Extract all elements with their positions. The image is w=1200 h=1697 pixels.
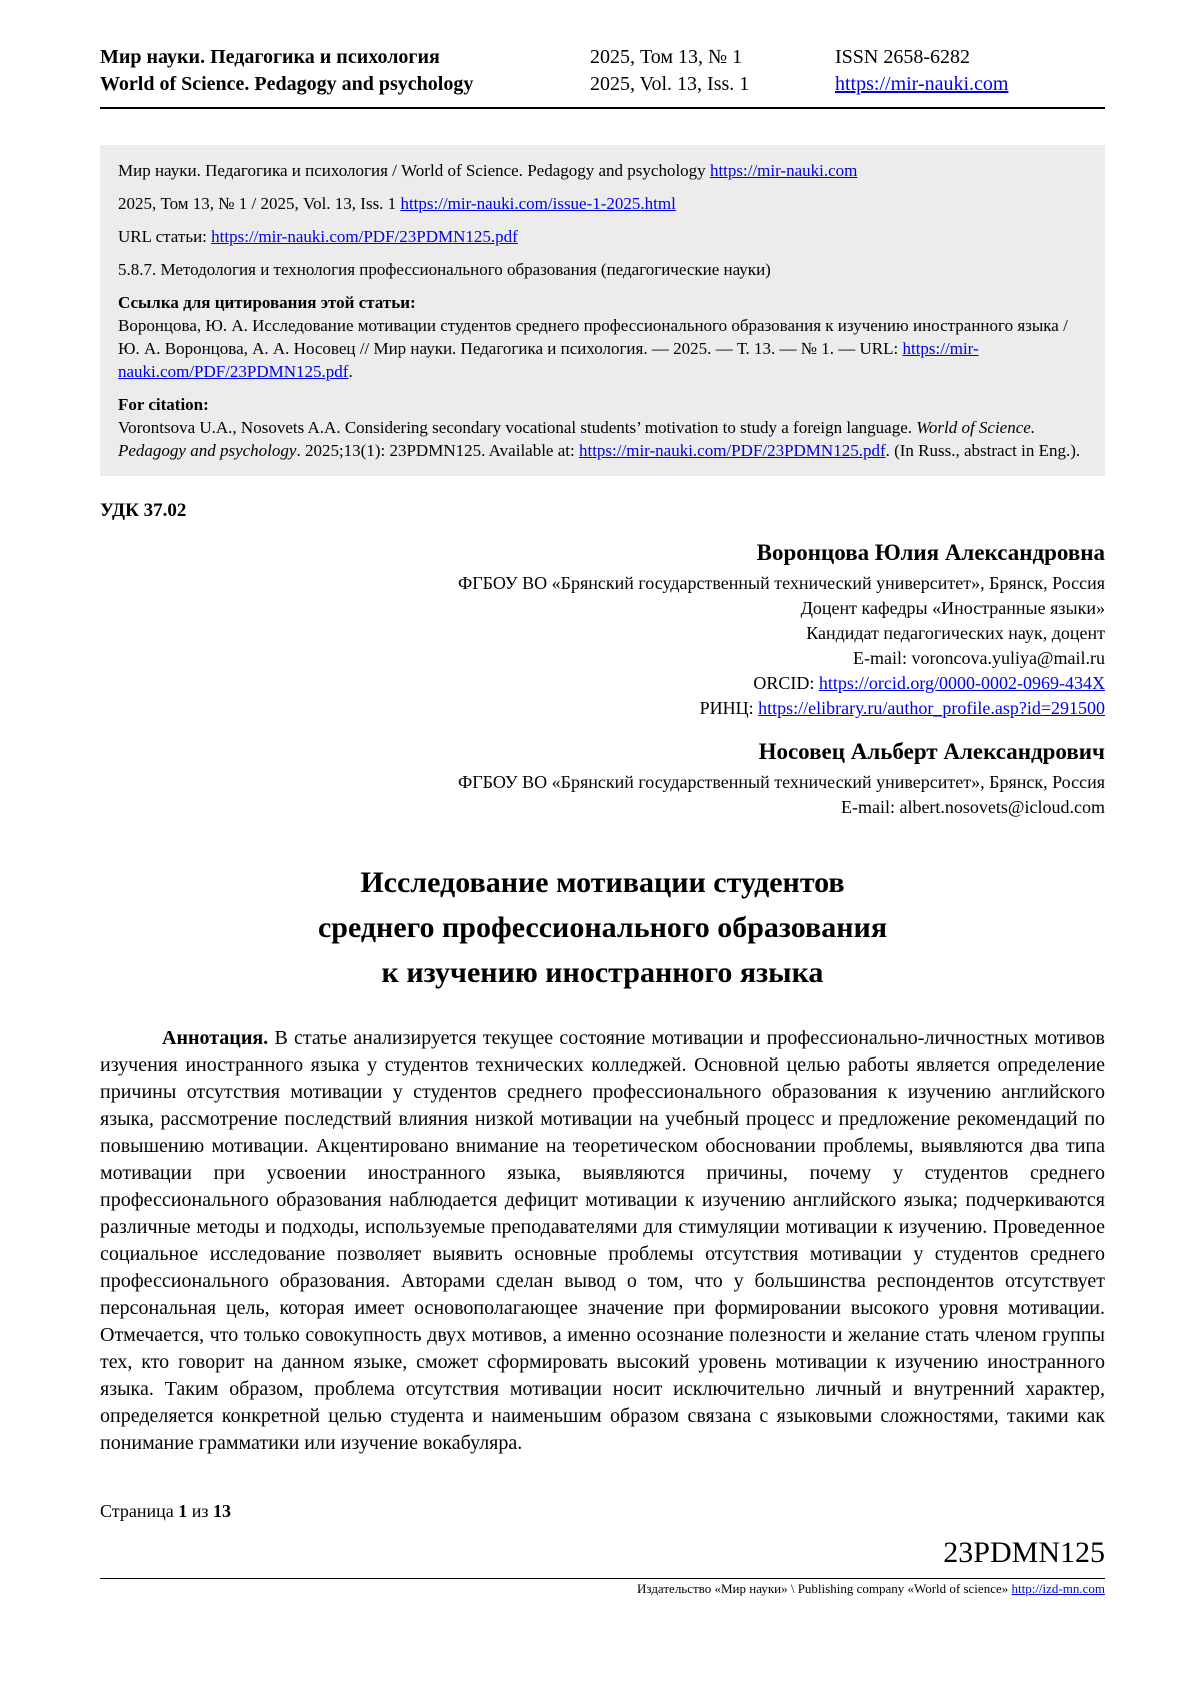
journal-title-en: World of Science. Pedagogy and psychology — [100, 73, 474, 95]
citation-en-text2: . 2025;13(1): 23PDMN125. Available at: — [296, 441, 579, 460]
citation-ru-link[interactable]: https://mir-nauki.com/PDF/23PDMN125.pdf — [118, 339, 979, 381]
citation-journal-line — [118, 159, 1087, 182]
journal-title-ru: Мир науки. Педагогика и психология — [100, 46, 440, 68]
author-block — [100, 739, 1105, 820]
article-title-line1: Исследование мотивации студентов — [360, 866, 845, 899]
citation-journal-text: Мир науки. Педагогика и психология / World of Science. Pedagogy and psychology — [118, 161, 710, 180]
author-name: Носовец Альберт Александрович — [758, 739, 1105, 764]
page-header — [100, 44, 1105, 98]
citation-ru-text: Воронцова, Ю. А. Исследование мотивации студентов среднего профессионального образования к изучению иностранного языка / Ю. А. Воронцова, А. А. Носовец // Мир науки. Педагогика и психология. — 2025. — Т. 13. — № 1. — URL: — [118, 316, 1068, 358]
udc-code: УДК 37.02 — [100, 500, 187, 521]
citation-en-journal-italic: World of Science. Pedagogy and psychology — [118, 418, 1036, 460]
citation-en-text1: Vorontsova U.A., Nosovets A.A. Considering secondary vocational students’ motivation to study a foreign language. — [118, 418, 917, 437]
citation-journal-link[interactable]: https://mir-nauki.com — [709, 161, 858, 180]
article-code: 23PDMN125 — [943, 1536, 1105, 1569]
publisher-line — [100, 1578, 1105, 1597]
issue-info-en: 2025, Vol. 13, Iss. 1 — [590, 73, 750, 95]
journal-site-link[interactable]: https://mir-nauki.com — [835, 73, 1009, 95]
citation-ru-suffix: . — [348, 362, 353, 381]
author-orcid-line — [100, 671, 1105, 696]
page-footer — [100, 1501, 1105, 1597]
author-rinc-link[interactable]: https://elibrary.ru/author_profile.asp?id=291500 — [758, 698, 1105, 718]
abstract-label: Аннотация. — [162, 1027, 269, 1049]
page-number-prefix: Страница — [100, 1501, 179, 1521]
author-affiliation: ФГБОУ ВО «Брянский государственный технический университет», Брянск, Россия — [458, 772, 1105, 792]
header-divider — [100, 107, 1105, 109]
article-title-line3: к изучению иностранного языка — [381, 956, 824, 989]
citation-en-text3: . (In Russ., abstract in Eng.). — [885, 441, 1081, 460]
page-number-total: 13 — [212, 1501, 231, 1521]
article-title — [100, 860, 1105, 995]
issn-label: ISSN 2658-6282 — [835, 46, 971, 68]
citation-en-link[interactable]: https://mir-nauki.com/PDF/23PDMN125.pdf — [578, 441, 886, 460]
issue-info-block — [590, 44, 835, 98]
author-orcid-link[interactable]: https://orcid.org/0000-0002-0969-434X — [818, 673, 1105, 693]
author-email-line — [100, 646, 1105, 671]
classification-line: 5.8.7. Методология и технология профессионального образования (педагогические науки) — [118, 260, 771, 279]
publisher-link[interactable]: http://izd-mn.com — [1011, 1581, 1105, 1596]
issn-block — [835, 44, 1105, 98]
journal-title-block — [100, 44, 590, 98]
author-rinc-label: РИНЦ: — [699, 698, 759, 718]
author-orcid-label: ORCID: — [753, 673, 819, 693]
author-name: Воронцова Юлия Александровна — [756, 540, 1105, 565]
author-email: voroncova.yuliya@mail.ru — [911, 648, 1105, 668]
author-email: albert.nosovets@icloud.com — [899, 797, 1105, 817]
citation-ru-label: Ссылка для цитирования этой статьи: — [118, 293, 416, 312]
citation-issue-text: 2025, Том 13, № 1 / 2025, Vol. 13, Iss. 1 — [118, 194, 401, 213]
abstract-text: В статье анализируется текущее состояние мотивации и профессионально-личностных мотивов изучения иностранного языка у студентов технических колледжей. Основной целью работы является определение причины отсутствия мотивации у студентов среднего профессионального образования к изучению английского языка, рассмотрение последствий влияния низкой мотивации на учебный процесс и предложение рекомендаций по повышению мотивации. Акцентировано внимание на теоретическом обосновании проблемы, выявляются два типа мотивации при усвоении иностранного языка, выявляются причины, почему у студентов среднего профессионального образования наблюдается дефицит мотивации к изучению английского языка; подчеркиваются различные методы и подходы, используемые преподавателями для стимуляции мотивации к изучению. Проведенное социальное исследование позволяет выявить основные проблемы отсутствия мотивации у студентов среднего профессионального образования. Авторами сделан вывод о том, что у большинства респондентов отсутствует персональная цель, которая имеет основополагающее значение при формировании высокого уровня мотивации. Отмечается, что только совокупность двух мотивов, а именно осознание полезности и желание стать членом группы тех, кто говорит на данном языке, сможет сформировать высокий уровень мотивации к изучению иностранного языка. Таким образом, проблема отсутствия мотивации носит исключительно личный и внутренний характер, определяется конкретной целью студента и наименьшим образом связана с языковыми сложностями, такими как понимание грамматики или изучение вокабуляра. — [100, 1027, 1105, 1454]
article-pdf-link[interactable]: https://mir-nauki.com/PDF/23PDMN125.pdf — [211, 227, 518, 246]
author-email-line — [100, 795, 1105, 820]
citation-url-label: URL статьи: — [118, 227, 212, 246]
citation-box — [100, 145, 1105, 476]
author-email-label: E-mail: — [840, 797, 900, 817]
page-number — [100, 1501, 1105, 1522]
article-title-line2: среднего профессионального образования — [317, 911, 888, 944]
page-number-current: 1 — [178, 1501, 188, 1521]
author-block — [100, 540, 1105, 721]
citation-url-line — [118, 225, 1087, 248]
authors-block — [100, 540, 1105, 820]
citation-en-block — [118, 393, 1087, 462]
issue-info-ru: 2025, Том 13, № 1 — [590, 46, 743, 68]
author-affiliation: ФГБОУ ВО «Брянский государственный технический университет», Брянск, Россия — [458, 573, 1105, 593]
abstract-paragraph — [100, 1025, 1105, 1457]
citation-issue-link[interactable]: https://mir-nauki.com/issue-1-2025.html — [400, 194, 676, 213]
author-degree: Кандидат педагогических наук, доцент — [806, 623, 1105, 643]
author-email-label: E-mail: — [852, 648, 912, 668]
page-number-separator: из — [187, 1501, 213, 1521]
citation-issue-line — [118, 192, 1087, 215]
author-position: Доцент кафедры «Иностранные языки» — [800, 598, 1105, 618]
author-rinc-line — [100, 696, 1105, 721]
citation-ru-block — [118, 291, 1087, 383]
publisher-text: Издательство «Мир науки» \ Publishing company «World of science» — [637, 1581, 1012, 1596]
citation-en-label: For citation: — [118, 395, 209, 414]
